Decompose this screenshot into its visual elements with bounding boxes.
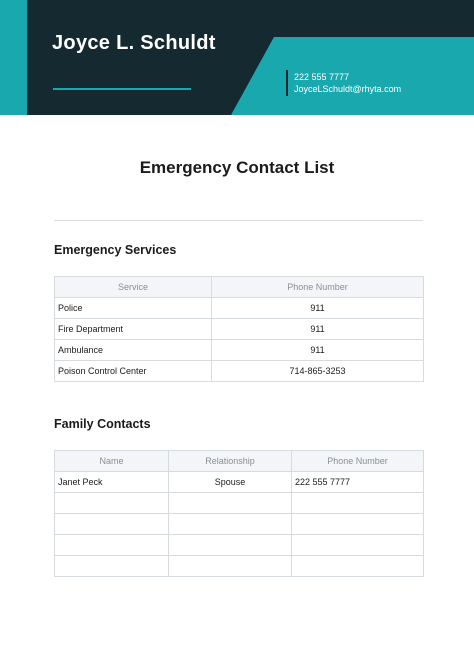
- family-contacts-heading: Family Contacts: [54, 417, 151, 431]
- emergency-services-heading: Emergency Services: [54, 243, 177, 257]
- relationship-cell: [169, 556, 292, 577]
- service-cell: Poison Control Center: [55, 361, 212, 382]
- table-row: [55, 340, 424, 361]
- table-row: [55, 514, 424, 535]
- name-cell: [55, 556, 169, 577]
- table-row: [55, 472, 424, 493]
- phone-cell: 911: [212, 340, 424, 361]
- service-cell: Fire Department: [55, 319, 212, 340]
- family-contacts-table: [54, 450, 424, 577]
- phone-cell: [292, 556, 424, 577]
- phone-cell: [292, 514, 424, 535]
- column-header: Name: [55, 451, 169, 472]
- relationship-cell: [169, 493, 292, 514]
- header-phone: 222 555 7777: [294, 72, 350, 82]
- column-header: Phone Number: [292, 451, 424, 472]
- table-row: [55, 556, 424, 577]
- person-name: Joyce L. Schuldt: [52, 32, 216, 54]
- contact-divider: [286, 70, 288, 96]
- name-cell: [55, 535, 169, 556]
- table-row: [55, 298, 424, 319]
- name-underline: [53, 88, 191, 90]
- header-banner: [0, 0, 474, 115]
- phone-cell: 222 555 7777: [292, 472, 424, 493]
- name-cell: [55, 493, 169, 514]
- header-left-stripe: [0, 0, 27, 115]
- table-header-row: [55, 451, 424, 472]
- phone-cell: [292, 493, 424, 514]
- table-row: [55, 535, 424, 556]
- column-header: Phone Number: [212, 277, 424, 298]
- column-header: Service: [55, 277, 212, 298]
- table-row: [55, 493, 424, 514]
- table-row: [55, 319, 424, 340]
- service-cell: Ambulance: [55, 340, 212, 361]
- phone-cell: [292, 535, 424, 556]
- header-email: JoyceLSchuldt@rhyta.com: [294, 84, 402, 94]
- name-cell: Janet Peck: [55, 472, 169, 493]
- relationship-cell: [169, 514, 292, 535]
- phone-cell: 911: [212, 298, 424, 319]
- title-divider: [54, 220, 423, 221]
- emergency-services-table: [54, 276, 424, 382]
- phone-cell: 714-865-3253: [212, 361, 424, 382]
- phone-cell: 911: [212, 319, 424, 340]
- page-title: Emergency Contact List: [139, 158, 335, 177]
- table-header-row: [55, 277, 424, 298]
- relationship-cell: Spouse: [169, 472, 292, 493]
- service-cell: Police: [55, 298, 212, 319]
- table-row: [55, 361, 424, 382]
- column-header: Relationship: [169, 451, 292, 472]
- relationship-cell: [169, 535, 292, 556]
- name-cell: [55, 514, 169, 535]
